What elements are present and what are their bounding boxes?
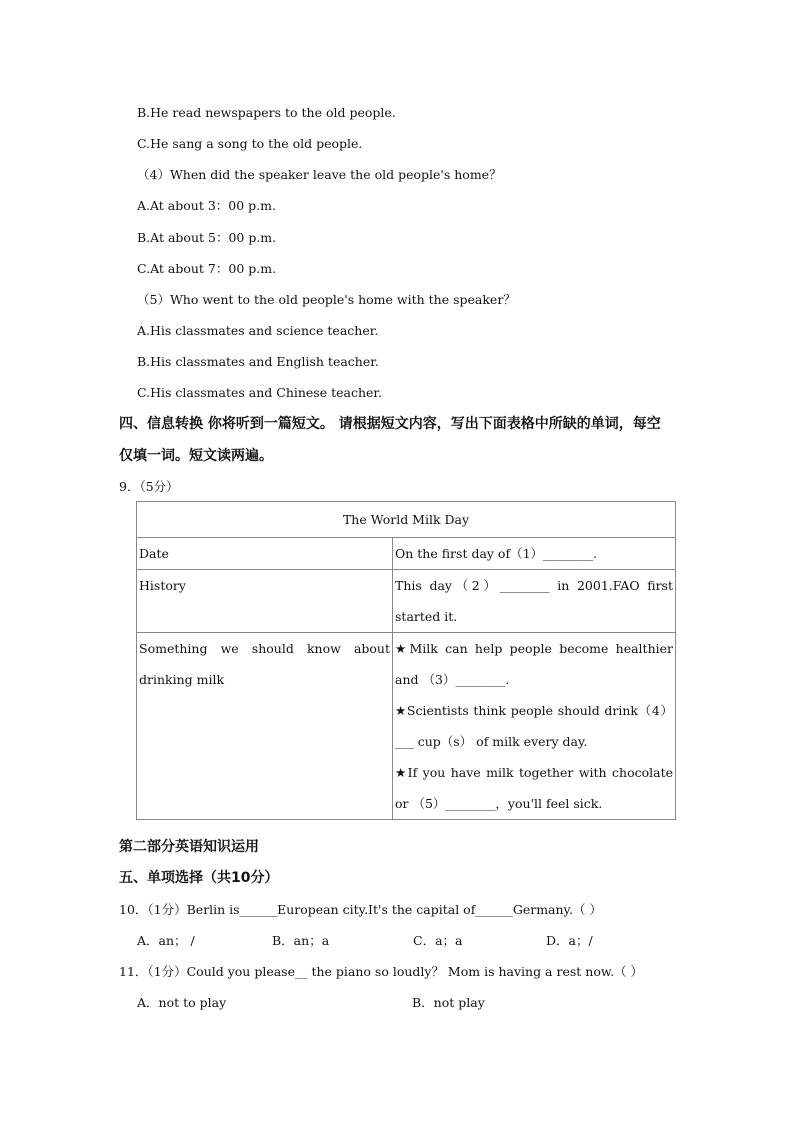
- section4-heading-line2: 仅填一词。短文读两遍。: [119, 448, 273, 464]
- table-row: [137, 633, 676, 820]
- table-cell-history-label: History: [137, 570, 393, 633]
- table-cell-date-value: [393, 538, 676, 570]
- cell-text: This day（2）________ in 2001.FAO first started it.: [395, 578, 673, 624]
- q3-option-c: C.He sang a song to the old people.: [137, 136, 363, 151]
- q10-option-c: C．a；a: [413, 933, 463, 948]
- milk-day-table: [136, 501, 676, 820]
- cell-text: ★If you have milk together with chocolate or （5）________，you'll feel sick.: [395, 765, 673, 811]
- q10-question: 10．（1分）Berlin is______European city.It's the capital of______Germany.（ ）: [119, 902, 602, 917]
- q11-option-a: A．not to play: [137, 995, 227, 1010]
- q5-option-a: A.His classmates and science teacher.: [137, 323, 379, 338]
- q5-option-b: B.His classmates and English teacher.: [137, 354, 379, 369]
- q10-option-a: A．an； /: [137, 933, 195, 948]
- q5-option-c: C.His classmates and Chinese teacher.: [137, 385, 382, 400]
- table-cell-facts-label: Something we should know about drinking milk: [137, 633, 393, 820]
- q11-question: 11．（1分）Could you please__ the piano so loudly？ Mom is having a rest now.（ ）: [119, 964, 644, 979]
- q5-question: （5）Who went to the old people's home with the speaker？: [137, 292, 516, 307]
- table-cell-history-value: [393, 570, 676, 633]
- table-cell-facts-value: [393, 633, 676, 820]
- cell-text: ★Milk can help people become healthier and （3）________.: [395, 641, 673, 687]
- section5-heading: 五、单项选择（共10分）: [119, 870, 279, 886]
- part2-heading: 第二部分英语知识运用: [119, 839, 259, 855]
- q3-option-b: B.He read newspapers to the old people.: [137, 105, 396, 120]
- cell-text: ★Scientists think people should drink（4）___ cup（s） of milk every day.: [395, 703, 673, 749]
- q4-option-a: A.At about 3：00 p.m.: [137, 198, 276, 213]
- table-cell-date-label: Date: [137, 538, 393, 570]
- cell-text: On the first day of（1）________.: [395, 546, 598, 561]
- table-title: The World Milk Day: [137, 502, 676, 538]
- table-row: [137, 570, 676, 633]
- q4-option-c: C.At about 7：00 p.m.: [137, 261, 277, 276]
- table-title-row: [137, 502, 676, 538]
- q10-option-b: B．an；a: [272, 933, 330, 948]
- q4-question: （4）When did the speaker leave the old people's home？: [137, 167, 502, 182]
- q9-label: 9．（5分）: [119, 479, 179, 494]
- table-row: [137, 538, 676, 570]
- section4-heading-line1: 四、信息转换 你将听到一篇短文。 请根据短文内容，写出下面表格中所缺的单词，每空: [119, 416, 661, 432]
- q11-option-b: B．not play: [412, 995, 485, 1010]
- q4-option-b: B.At about 5：00 p.m.: [137, 230, 277, 245]
- q10-option-d: D．a；/: [546, 933, 593, 948]
